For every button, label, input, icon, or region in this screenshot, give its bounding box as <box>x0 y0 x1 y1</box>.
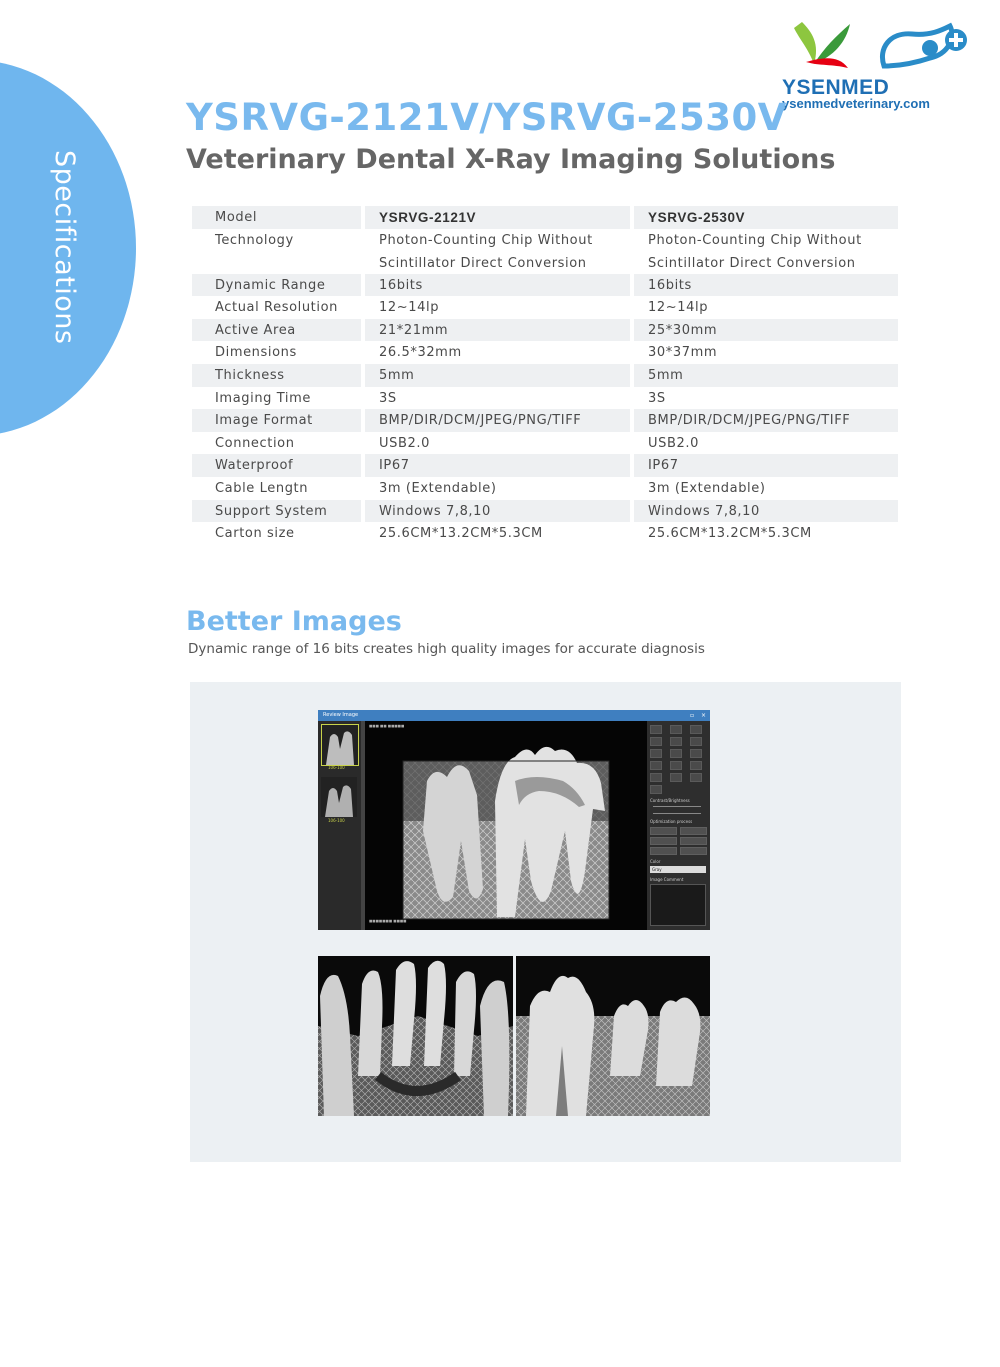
image-comment-label: Image Comment <box>650 877 684 882</box>
optimize-button[interactable] <box>650 847 677 855</box>
pen-icon[interactable] <box>650 773 662 782</box>
spec-value-2530v: 3S <box>648 390 666 406</box>
thumbnail-strip <box>318 721 361 930</box>
invert-icon[interactable] <box>650 761 662 770</box>
spec-value-2530v: Photon-Counting Chip Without Scintillator Direct Conversion <box>648 232 862 271</box>
spec-label: Waterproof <box>192 454 361 477</box>
section-description: Dynamic range of 16 bits creates high quality images for accurate diagnosis <box>188 641 705 657</box>
redo-icon[interactable] <box>670 725 682 734</box>
spec-value-2121v: USB2.0 <box>379 435 430 451</box>
maximize-icon: ▫ <box>690 712 695 719</box>
spec-value-2121v: 16bits <box>365 274 630 297</box>
side-label: Specifications <box>49 150 80 345</box>
thumbnail-label: 106-100 <box>328 818 345 823</box>
xray-main-image <box>365 721 647 930</box>
spec-label: Support System <box>192 500 361 523</box>
spec-label: Image Format <box>192 409 361 432</box>
spec-label: Dimensions <box>215 345 297 361</box>
optimize-button[interactable] <box>680 837 707 845</box>
spec-value-2121v: YSRVG-2121V <box>365 206 630 229</box>
spec-value-2530v: 16bits <box>634 274 898 297</box>
grid-icon[interactable] <box>690 737 702 746</box>
spec-value-2121v: 26.5*32mm <box>379 345 462 361</box>
spec-value-2530v: Windows 7,8,10 <box>634 500 898 523</box>
spec-row-thickness <box>192 364 898 387</box>
spec-value-2121v: 5mm <box>365 364 630 387</box>
spec-row-support-system <box>192 500 898 523</box>
window-title: Review Image <box>318 710 710 721</box>
image-comment-field[interactable] <box>650 884 706 926</box>
image-viewer[interactable] <box>365 721 647 930</box>
spec-value-2121v: 3S <box>379 390 397 406</box>
spec-label: Dynamic Range <box>192 274 361 297</box>
angle-icon[interactable] <box>670 749 682 758</box>
spec-row-imaging-time <box>192 387 898 410</box>
close-icon: × <box>701 712 707 719</box>
thumbnail-label: 106-100 <box>328 765 345 770</box>
contrast-slider[interactable] <box>653 806 701 807</box>
spec-value-2530v: BMP/DIR/DCM/JPEG/PNG/TIFF <box>634 409 898 432</box>
brush-icon[interactable] <box>670 773 682 782</box>
spec-row-connection <box>192 432 898 455</box>
optimize-button[interactable] <box>650 837 677 845</box>
xray-image-premolars <box>516 956 710 1116</box>
spec-row-model <box>192 206 898 229</box>
spec-value-2121v: IP67 <box>365 454 630 477</box>
spec-label: Active Area <box>192 319 361 342</box>
spec-label: Model <box>192 206 361 229</box>
spec-label: Thickness <box>192 364 361 387</box>
contrast-label: Contrast/Brightness <box>650 798 690 803</box>
logo-mark-icon <box>780 18 980 78</box>
spec-value-2530v: 3m (Extendable) <box>648 480 766 496</box>
section-title: Better Images <box>186 606 402 637</box>
thumbnail-item <box>321 777 357 817</box>
text-icon[interactable] <box>650 785 662 794</box>
spec-label: Imaging Time <box>215 390 311 406</box>
spec-value-2530v: 12~14lp <box>648 300 709 316</box>
spec-value-2530v: 30*37mm <box>648 345 718 361</box>
optimize-button[interactable] <box>680 827 707 835</box>
brand-logo <box>780 18 980 114</box>
color-label: Color <box>650 859 661 864</box>
spec-row-waterproof <box>192 454 898 477</box>
brand-name: YSENMED <box>782 76 890 99</box>
spec-row-active-area <box>192 319 898 342</box>
back-icon[interactable] <box>690 725 702 734</box>
optimization-label: Optimization process <box>650 819 693 824</box>
zoom-icon[interactable] <box>690 749 702 758</box>
spec-row-technology <box>192 229 898 274</box>
tool-panel <box>647 721 710 930</box>
color-select[interactable]: Gray <box>650 866 706 873</box>
spec-label: Technology <box>215 232 294 248</box>
optimize-button[interactable] <box>680 847 707 855</box>
spec-label: Actual Resolution <box>215 300 338 316</box>
brightness-slider[interactable] <box>653 813 701 814</box>
spec-value-2530v: 25*30mm <box>634 319 898 342</box>
spec-value-2121v: Photon-Counting Chip Without Scintillator Direct Conversion <box>379 232 593 271</box>
spec-label: Connection <box>215 435 295 451</box>
rectangle-icon[interactable] <box>650 737 662 746</box>
spec-value-2530v: 5mm <box>634 364 898 387</box>
spec-table <box>192 206 898 545</box>
spec-row-dimensions <box>192 341 898 364</box>
spec-row-cable-length <box>192 477 898 500</box>
spec-value-2530v: USB2.0 <box>648 435 699 451</box>
xray-image-incisors <box>318 956 513 1116</box>
thumbnail-item <box>321 724 359 766</box>
spec-value-2121v: 12~14lp <box>379 300 440 316</box>
page-title: YSRVG-2121V/YSRVG-2530V <box>186 96 787 139</box>
spec-value-2530v: IP67 <box>634 454 898 477</box>
spec-value-2121v: 25.6CM*13.2CM*5.3CM <box>379 526 543 542</box>
optimize-button[interactable] <box>650 827 677 835</box>
software-screenshot <box>318 710 710 930</box>
rotate-left-icon[interactable] <box>670 761 682 770</box>
spec-label: Cable Lengtn <box>215 480 309 496</box>
undo-icon[interactable] <box>650 725 662 734</box>
spec-row-carton-size <box>192 522 898 545</box>
viewer-info-top-left: ■■■ ■■ ■■■■■ <box>369 724 405 728</box>
save-icon[interactable] <box>690 773 702 782</box>
spec-row-image-format <box>192 409 898 432</box>
spec-label: Carton size <box>215 526 295 542</box>
spec-value-2530v: YSRVG-2530V <box>634 206 898 229</box>
crop-icon[interactable] <box>670 737 682 746</box>
brand-url: ysenmedveterinary.com <box>782 96 930 111</box>
spec-row-resolution <box>192 296 898 319</box>
page-subtitle: Veterinary Dental X-Ray Imaging Solutions <box>186 144 836 175</box>
spec-value-2121v: 3m (Extendable) <box>379 480 497 496</box>
rotate-right-icon[interactable] <box>690 761 702 770</box>
viewer-info-bottom-left: ■■■■■■■ ■■■■ <box>369 919 407 923</box>
spec-value-2121v: BMP/DIR/DCM/JPEG/PNG/TIFF <box>365 409 630 432</box>
measure-icon[interactable] <box>650 749 662 758</box>
spec-row-dynamic-range <box>192 274 898 297</box>
spec-value-2121v: Windows 7,8,10 <box>365 500 630 523</box>
spec-value-2530v: 25.6CM*13.2CM*5.3CM <box>648 526 812 542</box>
spec-value-2121v: 21*21mm <box>365 319 630 342</box>
